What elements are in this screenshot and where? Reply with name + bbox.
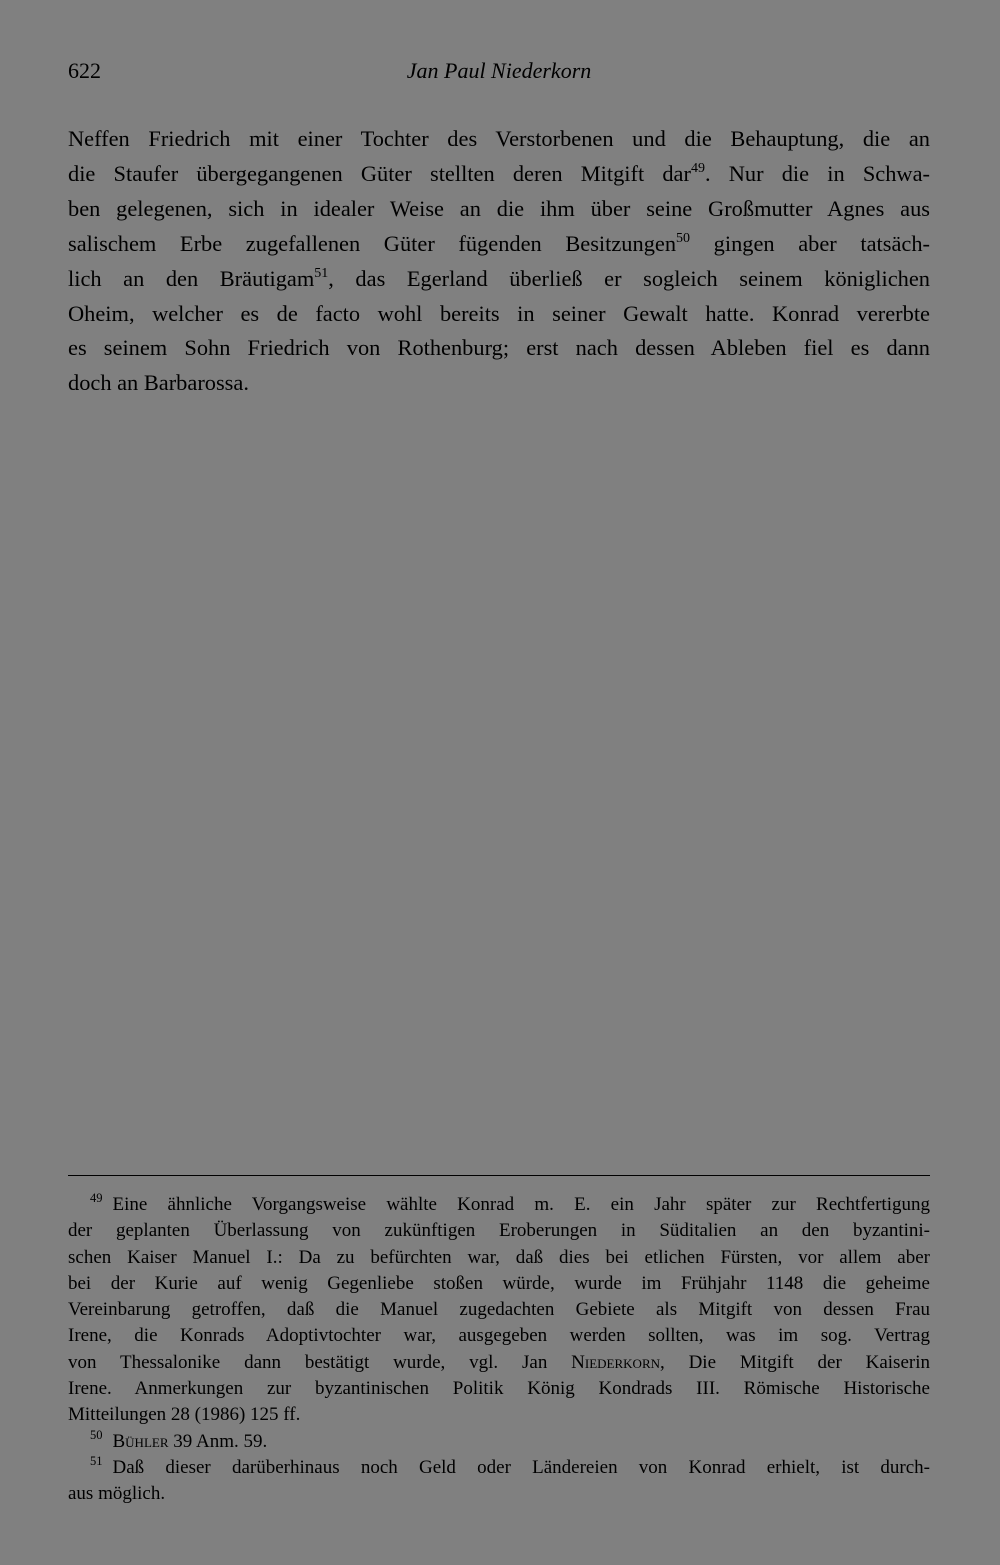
footnote-line: $^{49}$ Eine ähnliche Vorgangsweise wählte Konrad m. E. ein Jahr später zur Rechtfertigung: [90, 1191, 930, 1215]
footnote-line: schen Kaiser Manuel I.: Da zu befürchten war, daß dies bei etlichen Fürsten, vor allem aber: [68, 1246, 930, 1268]
footnote-line: Mitteilungen 28 (1986) 125 ff.: [68, 1404, 301, 1426]
body-line: die Staufer übergegangenen Güter stellten deren Mitgift dar$^{49}$. Nur die in Schwa-: [68, 160, 930, 186]
author-name: Niederkorn: [571, 1351, 660, 1373]
footnote-line: Irene. Anmerkungen zur byzantinischen Politik König Kondrads III. Römische Historische: [68, 1378, 930, 1400]
footnote-line: Vereinbarung getroffen, daß die Manuel zugedachten Gebiete als Mitgift von dessen Frau: [68, 1299, 930, 1321]
footnote-line: von Thessalonike dann bestätigt wurde, vgl. Jan Niederkorn, Die Mitgift der Kaiserin: [68, 1351, 930, 1373]
footnote-ref-49[interactable]: 49: [690, 160, 705, 176]
footnote-line: $^{51}$ Daß dieser darüberhinaus noch Geld oder Ländereien von Konrad erhielt, ist durch-: [90, 1453, 930, 1478]
footnote-ref-51[interactable]: 51: [314, 265, 329, 281]
footnote-ref-50[interactable]: 50: [676, 230, 691, 246]
footnote-line: Irene, die Konrads Adoptivtochter war, ausgegeben werden sollten, was im sog. Vertrag: [68, 1325, 930, 1347]
body-paragraph: [68, 122, 930, 401]
footnote-rule: [68, 1175, 930, 1176]
footnote-number: 51: [90, 1453, 103, 1468]
page-header: [68, 58, 930, 88]
footnote-line: der geplanten Überlassung von zukünftigen Eroberungen in Süditalien an den byzantini-: [68, 1220, 930, 1242]
footnote-number: 49: [90, 1191, 103, 1205]
footnote-line: $^{50}$ Bühler 39 Anm. 59.: [90, 1427, 268, 1452]
running-head: Jan Paul Niederkorn: [406, 58, 592, 83]
body-line: doch an Barbarossa.: [68, 370, 249, 396]
body-line: es seinem Sohn Friedrich von Rothenburg; erst nach dessen Ableben fiel es dann: [68, 335, 930, 361]
body-line: ben gelegenen, sich in idealer Weise an die ihm über seine Großmutter Agnes aus: [68, 195, 930, 221]
footnote-number: 50: [90, 1427, 103, 1442]
footnote-49: [68, 1192, 930, 1429]
footnote-51: [68, 1455, 930, 1508]
footnote-line: bei der Kurie auf wenig Gegenliebe stoßen würde, wurde im Frühjahr 1148 die geheime: [68, 1272, 930, 1294]
author-name: Bühler: [112, 1430, 169, 1452]
body-line: Oheim, welcher es de facto wohl bereits in seiner Gewalt hatte. Konrad vererbte: [68, 300, 930, 326]
footnote-line: aus möglich.: [68, 1483, 166, 1505]
footnotes: [68, 1192, 930, 1508]
body-line: salischem Erbe zugefallenen Güter fügenden Besitzungen$^{50}$ gingen aber tatsäch-: [68, 230, 930, 256]
page-number: 622: [68, 58, 101, 83]
footnote-50: [68, 1429, 930, 1455]
body-line: lich an den Bräutigam$^{51}$, das Egerland überließ er sogleich seinem königlichen: [68, 265, 930, 291]
body-line: Neffen Friedrich mit einer Tochter des Verstorbenen und die Behauptung, die an: [68, 126, 930, 151]
